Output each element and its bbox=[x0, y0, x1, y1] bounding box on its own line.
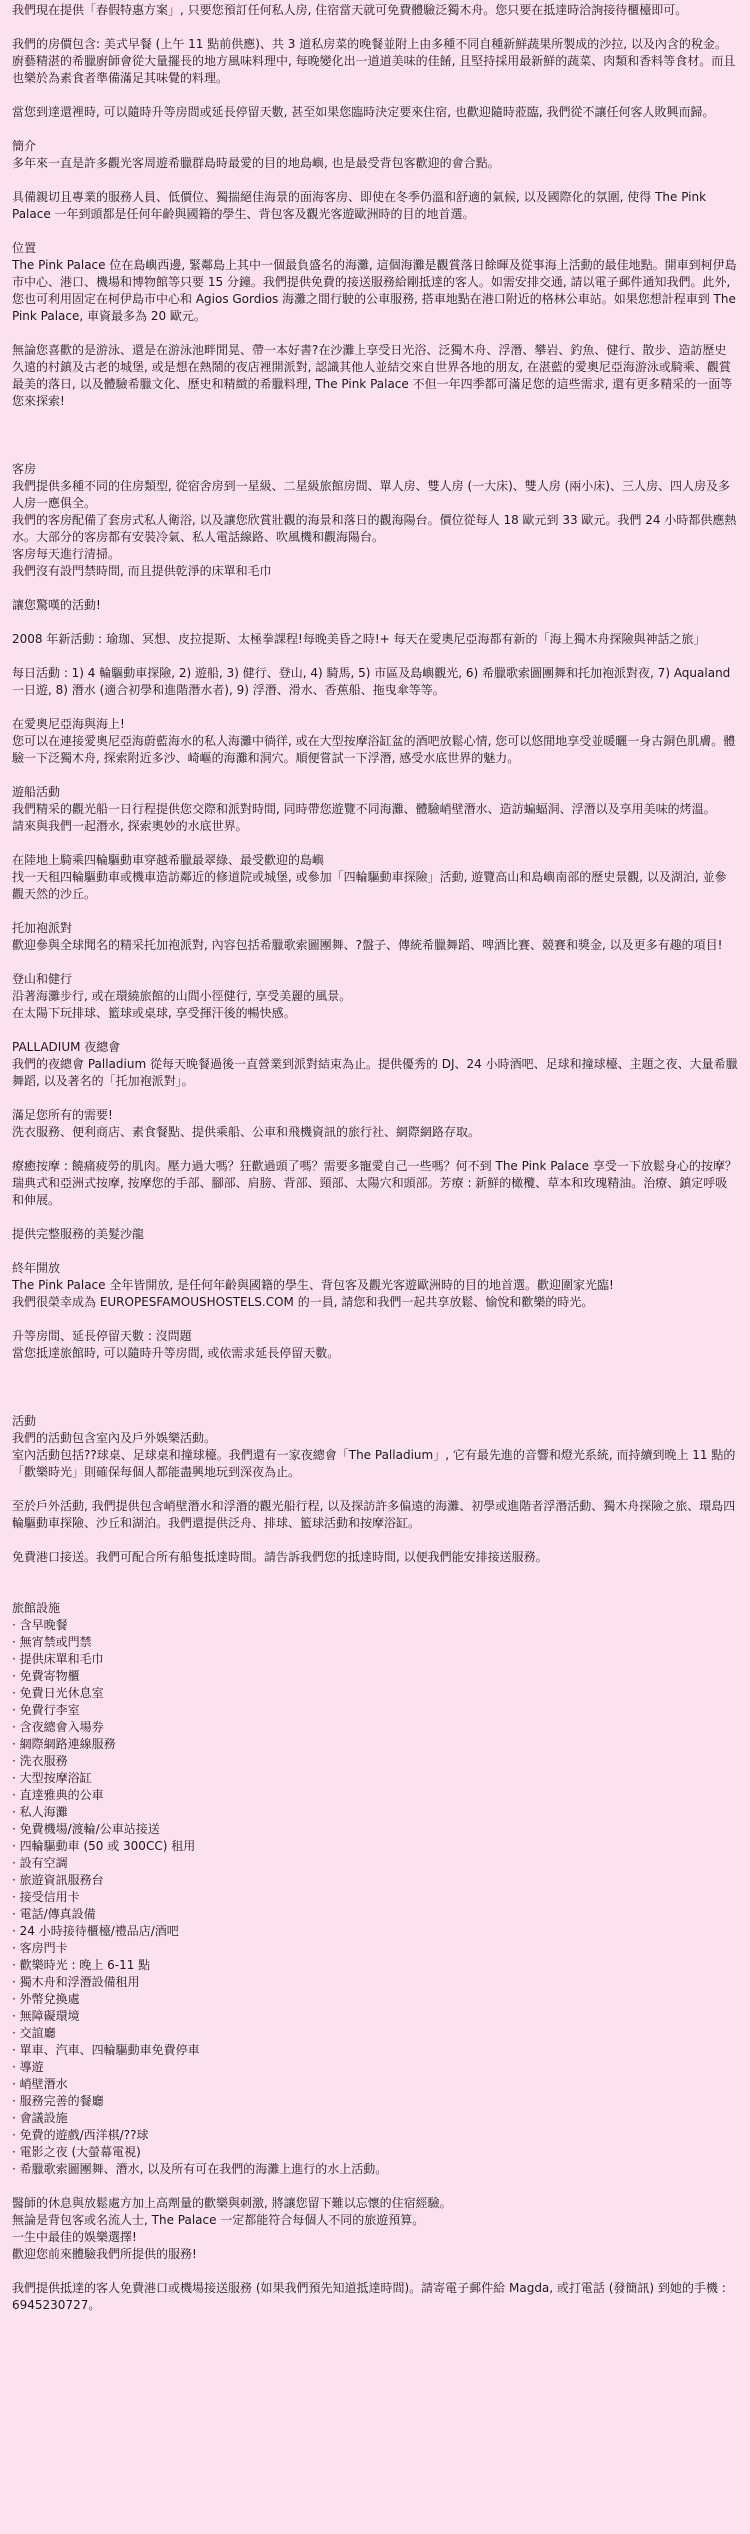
blank-line bbox=[12, 903, 738, 920]
paragraph: 旅館設施 bbox=[12, 1601, 61, 1615]
blank-line bbox=[12, 835, 738, 852]
blank-line bbox=[12, 1481, 738, 1498]
paragraph: 我們提供多種不同的住房類型, 從宿舍房到一星級、二星級旅館房間、單人房、雙人房 (一大床)、雙人房 (兩小床)、三人房、四人房及多人房一應俱全。 bbox=[12, 479, 730, 510]
paragraph: 洗衣服務、便利商店、素食餐點、提供乘船、公車和飛機資訊的旅行社、網際網路存取。 bbox=[12, 1125, 481, 1139]
blank-line bbox=[12, 223, 738, 240]
list-item: · 24 小時接待櫃檯/禮品店/酒吧 bbox=[12, 1923, 738, 1940]
paragraph: 遊船活動 bbox=[12, 785, 61, 799]
paragraph: 我們的夜總會 Palladium 從每天晚餐過後一直營業到派對結束為止。提供優秀的 DJ、24 小時酒吧、足球和撞球檯、主題之夜、大量希臘舞蹈, 以及著名的「托加袍派對」。 bbox=[12, 1057, 738, 1088]
paragraph: 至於戶外活動, 我們提供包含峭壁潛水和浮潛的觀光船行程, 以及探訪許多偏遠的海灘、初學或進階者浮潛活動、獨木舟探險之旅、環島四輪驅動車探險、沙丘和湖泊。我們還提供泛舟、排球、籃球活動和按摩浴缸。 bbox=[12, 1499, 736, 1530]
blank-line bbox=[12, 410, 738, 427]
blank-line bbox=[12, 1022, 738, 1039]
blank-line bbox=[12, 172, 738, 189]
paragraph: 2008 年新活動 : 瑜珈、冥想、皮拉提斯、太極拳課程!每晚美昏之時!+ 每天在愛奧尼亞海都有新的「海上獨木舟探險與神話之旅」 bbox=[12, 632, 706, 646]
paragraph: 簡介 bbox=[12, 139, 37, 153]
list-item: · 無障礙環境 bbox=[12, 2008, 738, 2025]
blank-line bbox=[12, 1379, 738, 1396]
paragraph: 每日活動 : 1) 4 輪驅動車探險, 2) 遊船, 3) 健行、登山, 4) 騎馬, 5) 市區及島嶼觀光, 6) 希臘歌索圖團舞和托加袍派對夜, 7) Aqualand 一日遊, 8) 潛水 (適合初學和進階潛水者), 9) 浮潛、滑水、香蕉船、拖曳傘等等。 bbox=[12, 666, 735, 697]
blank-line bbox=[12, 1532, 738, 1549]
blank-line bbox=[12, 1141, 738, 1158]
blank-line bbox=[12, 1362, 738, 1379]
paragraph: 當您抵達旅館時, 可以隨時升等房間, 或依需求延長停留天數。 bbox=[12, 1346, 340, 1360]
blank-line bbox=[12, 699, 738, 716]
list-item: · 旅遊資訊服務台 bbox=[12, 1872, 738, 1889]
blank-line bbox=[12, 444, 738, 461]
blank-line bbox=[12, 1311, 738, 1328]
paragraph: 活動 bbox=[12, 1414, 37, 1428]
paragraph: 廚藝精湛的希臘廚師會從大量擺長的地方風味料理中, 每晚變化出一道道美味的佳餚, 且堅持採用最新鮮的蔬菜、肉類和香料等食材。而且也樂於為素食者準備滿足其味覺的料理。 bbox=[12, 54, 736, 85]
list-item: · 大型按摩浴缸 bbox=[12, 1770, 738, 1787]
list-item: · 無宵禁或門禁 bbox=[12, 1634, 738, 1651]
list-item: · 提供床單和毛巾 bbox=[12, 1651, 738, 1668]
paragraph: 我們的房價包含: 美式早餐 (上午 11 點前供應)、共 3 道私房菜的晚餐並附上由多種不同自種新鮮蔬果所製成的沙拉, 以及內含的稅金。 bbox=[12, 37, 727, 51]
paragraph: The Pink Palace 位在島嶼西邊, 緊鄰島上其中一個最負盛名的海灘, 這個海灘是觀賞落日餘暉及從事海上活動的最佳地點。開車到柯伊島市中心、港口、機場和博物館等只要 15 分鐘。我們提供免費的接送服務給剛抵達的客人。如需安排交通, 請以電子郵件通知我們。此外, 您也可利用固定在柯伊島市中心和 Agios Gordios 海灘之間行駛的公車服務, 搭車地點在港口附近的格林公車站。如果您想計程車到 The Pink Palace, 車資最多為 20 歐元。 bbox=[12, 258, 740, 323]
list-item: · 設有空調 bbox=[12, 1855, 738, 1872]
blank-line bbox=[12, 19, 738, 36]
list-item: · 客房門卡 bbox=[12, 1940, 738, 1957]
list-item: · 單車、汽車、四輪驅動車免費停車 bbox=[12, 2042, 738, 2059]
list-item: · 峭壁潛水 bbox=[12, 2076, 738, 2093]
blank-line bbox=[12, 427, 738, 444]
blank-line bbox=[12, 2178, 738, 2195]
list-item: · 導遊 bbox=[12, 2059, 738, 2076]
paragraph: 托加袍派對 bbox=[12, 921, 73, 935]
paragraph: 位置 bbox=[12, 241, 37, 255]
paragraph: 歡迎您前來體驗我們所提供的服務! bbox=[12, 2247, 197, 2261]
paragraph: 當您到達還裡時, 可以隨時升等房間或延長停留天數, 甚至如果您臨時決定要來住宿, 也歡迎隨時蒞臨, 我們從不讓任何客人敗興而歸。 bbox=[12, 105, 715, 119]
paragraph: 我們提供抵達的客人免費港口或機場接送服務 (如果我們預先知道抵達時間)。請寄電子郵件給 Magda, 或打電話 (發簡訊) 到她的手機 : 6945230727。 bbox=[12, 2281, 730, 2312]
list-item: · 會議設施 bbox=[12, 2110, 738, 2127]
list-item: · 免費的遊戲/西洋棋/??球 bbox=[12, 2127, 738, 2144]
paragraph: 升等房間、延長停留天數 : 沒問題 bbox=[12, 1329, 192, 1343]
list-item: · 含夜總會入場券 bbox=[12, 1719, 738, 1736]
paragraph: 室內活動包括??球桌、足球桌和撞球檯。我們還有一家夜總會「The Palladium」, 它有最先進的音響和燈光系統, 而持續到晚上 11 點的「歡樂時光」則確保每個人都能盡興地玩到深夜為止。 bbox=[12, 1448, 736, 1479]
blank-line bbox=[12, 648, 738, 665]
blank-line bbox=[12, 954, 738, 971]
list-item: · 直達雅典的公車 bbox=[12, 1787, 738, 1804]
paragraph: 在太陽下玩排球、籃球或桌球, 享受揮汗後的暢快感。 bbox=[12, 1006, 296, 1020]
blank-line bbox=[12, 614, 738, 631]
list-item: · 歡樂時光 : 晚上 6-11 點 bbox=[12, 1957, 738, 1974]
paragraph: 請來與我們一起潛水, 探索奧妙的水底世界。 bbox=[12, 819, 248, 833]
list-item: · 私人海灘 bbox=[12, 1804, 738, 1821]
list-item: · 四輪驅動車 (50 或 300CC) 租用 bbox=[12, 1838, 738, 1855]
list-item: · 免費日光休息室 bbox=[12, 1685, 738, 1702]
blank-line bbox=[12, 121, 738, 138]
list-item: · 含早晚餐 bbox=[12, 1617, 738, 1634]
blank-line bbox=[12, 2263, 738, 2280]
paragraph: 我們的活動包含室內及戶外娛樂活動。 bbox=[12, 1431, 217, 1445]
list-item: · 交誼廳 bbox=[12, 2025, 738, 2042]
paragraph: 讓您驚嘆的活動! bbox=[12, 598, 101, 612]
facilities-list bbox=[12, 1617, 738, 2178]
paragraph: 歡迎參與全球聞名的精采托加袍派對, 內容包括希臘歌索圖團舞、?盤子、傳統希臘舞蹈、啤酒比賽、競賽和獎金, 以及更多有趣的項目! bbox=[12, 938, 723, 952]
blank-line bbox=[12, 1209, 738, 1226]
list-item: · 網際網路連線服務 bbox=[12, 1736, 738, 1753]
paragraph: 滿足您所有的需要! bbox=[12, 1108, 113, 1122]
list-item: · 希臘歌索圖團舞、潛水, 以及所有可在我們的海灘上進行的水上活動。 bbox=[12, 2161, 738, 2178]
paragraph: 免費港口接送。我們可配合所有船隻抵達時間。請告訴我們您的抵達時間, 以便我們能安排接送服務。 bbox=[12, 1550, 548, 1564]
list-item: · 免費機場/渡輪/公車站接送 bbox=[12, 1821, 738, 1838]
paragraph: 我們的客房配備了套房式私人衛浴, 以及讓您欣賞壯觀的海景和落日的觀海陽台。價位從每人 18 歐元到 33 歐元。我們 24 小時都供應熱水。大部分的客房都有安裝冷氣、私人電話線路、吹風機和觀海陽台。 bbox=[12, 513, 737, 544]
blank-line bbox=[12, 1243, 738, 1260]
blank-line bbox=[12, 580, 738, 597]
paragraph: 我們很榮幸成為 EUROPESFAMOUSHOSTELS.COM 的一員, 請您和我們一起共享放鬆、愉悅和歡樂的時光。 bbox=[12, 1295, 594, 1309]
paragraph: 醫師的休息與放鬆處方加上高劑量的歡樂與刺激, 將讓您留下難以忘懷的住宿經驗。 bbox=[12, 2196, 452, 2210]
list-item: · 電影之夜 (大螢幕電視) bbox=[12, 2144, 738, 2161]
paragraph: 您可以在連接愛奧尼亞海蔚藍海水的私人海灘中徜徉, 或在大型按摩浴缸盆的酒吧放鬆心情, 您可以悠閒地享受並暖曬一身古銅色肌膚。體驗一下泛獨木舟, 探索附近多沙、崎嶇的海灘和洞穴。順便嘗試一下浮潛, 感受水底世界的魅力。 bbox=[12, 734, 736, 765]
blank-line bbox=[12, 767, 738, 784]
blank-line bbox=[12, 1090, 738, 1107]
paragraph: The Pink Palace 全年皆開放, 是任何年齡與國籍的學生、背包客及觀光客遊歐洲時的目的地首選。歡迎圍家光臨! bbox=[12, 1278, 614, 1292]
list-item: · 免費寄物櫃 bbox=[12, 1668, 738, 1685]
paragraph: 我們精采的觀光船一日行程提供您交際和派對時間, 同時帶您遊覽不同海灘、體驗峭壁潛水、造訪蝙蝠洞、浮潛以及享用美味的烤溫。 bbox=[12, 802, 716, 816]
paragraph: 登山和健行 bbox=[12, 972, 73, 986]
paragraph: 多年來一直是許多觀光客周遊希臘群島時最愛的目的地島嶼, 也是最受背包客歡迎的會合點。 bbox=[12, 156, 500, 170]
list-item: · 接受信用卡 bbox=[12, 1889, 738, 1906]
list-item: · 洗衣服務 bbox=[12, 1753, 738, 1770]
list-item: · 外幣兌換處 bbox=[12, 1991, 738, 2008]
paragraph: 在陸地上騎乘四輪驅動車穿越希臘最翠綠、最受歡迎的島嶼 bbox=[12, 853, 325, 867]
paragraph: 客房每天進行清掃。 bbox=[12, 547, 121, 561]
blank-line bbox=[12, 1566, 738, 1583]
list-item: · 免費行李室 bbox=[12, 1702, 738, 1719]
paragraph: 療癒按摩 : 饒痛疲勞的肌肉。壓力過大嗎？狂歡過頭了嗎？需要多寵愛自己一些嗎？何不到 The Pink Palace 享受一下放鬆身心的按摩？瑞典式和亞洲式按摩, 按摩您的手部、腳部、肩膀、背部、頸部、太陽穴和頭部。芳療 : 新鮮的橄欖、草本和玫瑰精油。治療、鎮定呼吸和伸展。 bbox=[12, 1159, 737, 1207]
paragraph: 我們沒有設門禁時間, 而且提供乾淨的床單和毛巾 bbox=[12, 564, 272, 578]
blank-line bbox=[12, 325, 738, 342]
paragraph: 在愛奧尼亞海與海上! bbox=[12, 717, 125, 731]
list-item: · 服務完善的餐廳 bbox=[12, 2093, 738, 2110]
paragraph: 無論是背包客或名流人士, The Palace 一定都能符合每個人不同的旅遊預算。 bbox=[12, 2213, 425, 2227]
blank-line bbox=[12, 1583, 738, 1600]
paragraph: 終年開放 bbox=[12, 1261, 61, 1275]
paragraph: 提供完整服務的美髮沙龍 bbox=[12, 1227, 145, 1241]
list-item: · 獨木舟和浮潛設備租用 bbox=[12, 1974, 738, 1991]
blank-line bbox=[12, 1396, 738, 1413]
paragraph: 客房 bbox=[12, 462, 37, 476]
paragraph: 沿著海灘步行, 或在環繞旅館的山間小徑健行, 享受美麗的風景。 bbox=[12, 989, 352, 1003]
blank-line bbox=[12, 87, 738, 104]
paragraph: 找一天租四輪驅動車或機車造訪鄰近的修道院或城堡, 或參加「四輪驅動車探險」活動, 遊覽高山和島嶼南部的歷史景觀, 以及湖泊, 並參觀天然的沙丘。 bbox=[12, 870, 727, 901]
paragraph: PALLADIUM 夜總會 bbox=[12, 1040, 121, 1054]
paragraph: 無論您喜歡的是游泳、還是在游泳池畔閒晃、帶一本好書?在沙灘上享受日光浴、泛獨木舟、浮潛、攀岩、釣魚、健行、散步、造訪歷史久遠的村鎮及古老的城堡, 或是想在熱鬧的夜店裡開派對, 認識其他人並結交來自世界各地的朋友, 在湛藍的愛奧尼亞海游泳或騎乘、觀賞最美的落日, 以及體驗希臘文化、歷史和精緻的希臘料理, The Pink Palace 不但一年四季都可滿足您的這些需求, 還有更多精采的一面等您來探索! bbox=[12, 343, 733, 408]
paragraph: 具備親切且專業的服務人員、低價位、獨揣絕佳海景的面海客房、即使在冬季仍溫和舒適的氣候, 以及國際化的氛圍, 使得 The Pink Palace 一年到頭都是任何年齡與國籍的學生、背包客及觀光客遊歐洲時的目的地首選。 bbox=[12, 190, 710, 221]
list-item: · 電話/傳真設備 bbox=[12, 1906, 738, 1923]
paragraph: 一生中最佳的娛樂選擇! bbox=[12, 2230, 137, 2244]
paragraph: 我們現在提供「春假特惠方案」, 只要您預訂任何私人房, 住宿當天就可免費體驗泛獨木舟。您只要在抵達時洽詢接待櫃檯即可。 bbox=[12, 3, 688, 17]
